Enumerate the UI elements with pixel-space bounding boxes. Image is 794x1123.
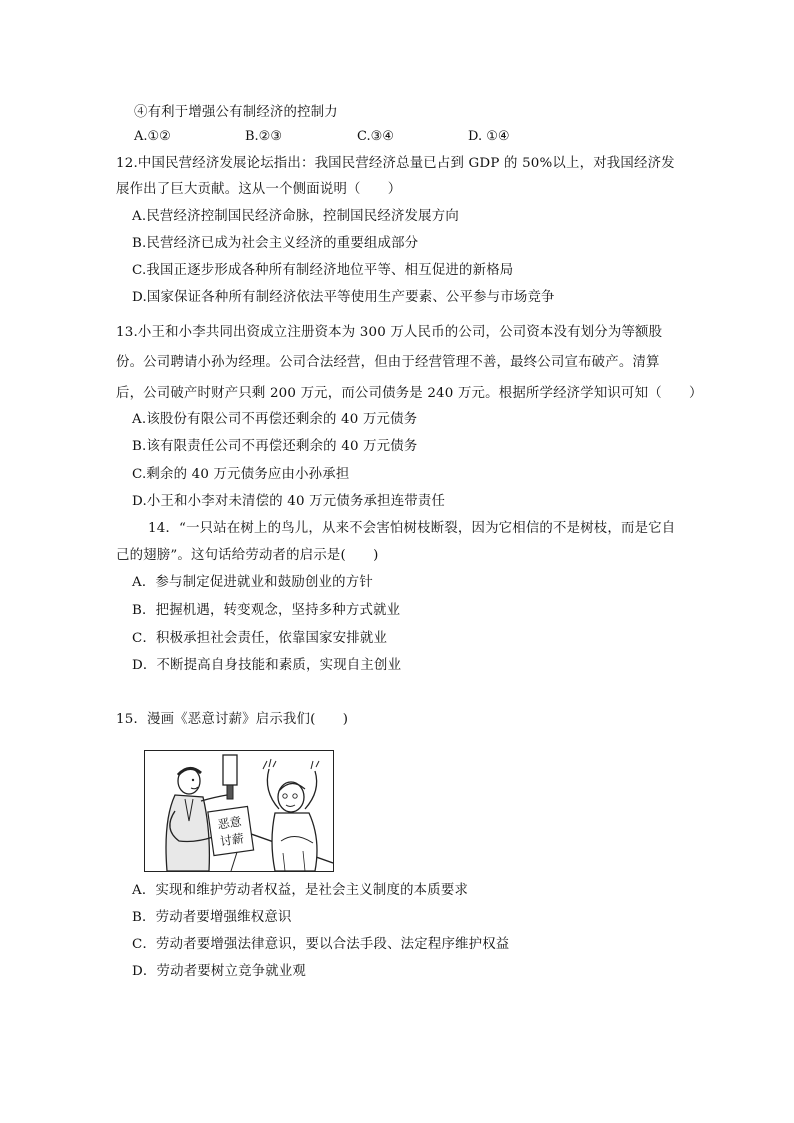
q14-option-c: C．积极承担社会责任，依靠国家安排就业 xyxy=(132,631,388,646)
q13-stem-line-2: 份。公司聘请小孙为经理。公司合法经营，但由于经营管理不善，最终公司宣布破产。清算 xyxy=(116,355,660,370)
q12-stem-line-2: 展作出了巨大贡献。这从一个侧面说明（ ） xyxy=(116,182,402,197)
q15-stem: 15．漫画《恶意讨薪》启示我们( ) xyxy=(116,712,349,727)
q14-option-a: A．参与制定促进就业和鼓励创业的方针 xyxy=(132,575,373,590)
q13-option-c: C.剩余的 40 万元债务应由小孙承担 xyxy=(132,467,350,482)
q13-option-b: B.该有限责任公司不再偿还剩余的 40 万元债务 xyxy=(132,439,418,454)
q15-option-b: B．劳动者要增强维权意识 xyxy=(132,910,292,925)
q15-option-c: C．劳动者要增强法律意识，要以合法手段、法定程序维护权益 xyxy=(132,937,510,952)
q11-statement-4: ④有利于增强公有制经济的控制力 xyxy=(134,105,338,120)
q14-option-b: B．把握机遇，转变观念，坚持多种方式就业 xyxy=(132,603,401,618)
q15-cartoon xyxy=(144,750,334,872)
q12-stem-line-1: 12.中国民营经济发展论坛指出：我国民营经济总量已占到 GDP 的 50%以上，对我国经济发 xyxy=(116,156,675,171)
q14-stem-line-1: 14．“一只站在树上的鸟儿，从来不会害怕树枝断裂，因为它相信的不是树枝，而是它自 xyxy=(148,521,676,536)
cartoon-drawing xyxy=(145,751,333,871)
cartoon-sign-line-2: 讨薪 xyxy=(219,831,245,849)
q14-option-d: D．不断提高自身技能和素质，实现自主创业 xyxy=(132,658,402,673)
q11-option-b: B.②③ xyxy=(245,129,282,144)
q12-option-a: A.民营经济控制国民经济命脉，控制国民经济发展方向 xyxy=(132,209,459,224)
q15-option-d: D．劳动者要树立竞争就业观 xyxy=(132,964,307,979)
q14-stem-line-2: 己的翅膀”。这句话给劳动者的启示是( ) xyxy=(116,548,379,563)
cartoon-sign-line-1: 恶意 xyxy=(216,814,243,832)
q12-option-d: D.国家保证各种所有制经济依法平等使用生产要素、公平参与市场竞争 xyxy=(132,290,555,305)
q13-stem-line-1: 13.小王和小李共同出资成立注册资本为 300 万人民币的公司，公司资本没有划分为等额股 xyxy=(116,325,663,340)
q11-option-d: D. ①④ xyxy=(468,129,510,144)
q13-stem-line-3: 后，公司破产时财产只剩 200 万元，而公司债务是 240 万元。根据所学经济学知识可知（ ） xyxy=(116,386,703,401)
q12-option-b: B.民营经济已成为社会主义经济的重要组成部分 xyxy=(132,236,419,251)
q13-option-a: A.该股份有限公司不再偿还剩余的 40 万元债务 xyxy=(132,412,418,427)
q15-option-a: A．实现和维护劳动者权益，是社会主义制度的本质要求 xyxy=(132,883,469,898)
q11-option-c: C.③④ xyxy=(357,129,394,144)
q12-option-c: C.我国正逐步形成各种所有制经济地位平等、相互促进的新格局 xyxy=(132,263,514,278)
q11-option-a: A.①② xyxy=(134,129,171,144)
q13-option-d: D.小王和小李对未清偿的 40 万元债务承担连带责任 xyxy=(132,494,446,509)
